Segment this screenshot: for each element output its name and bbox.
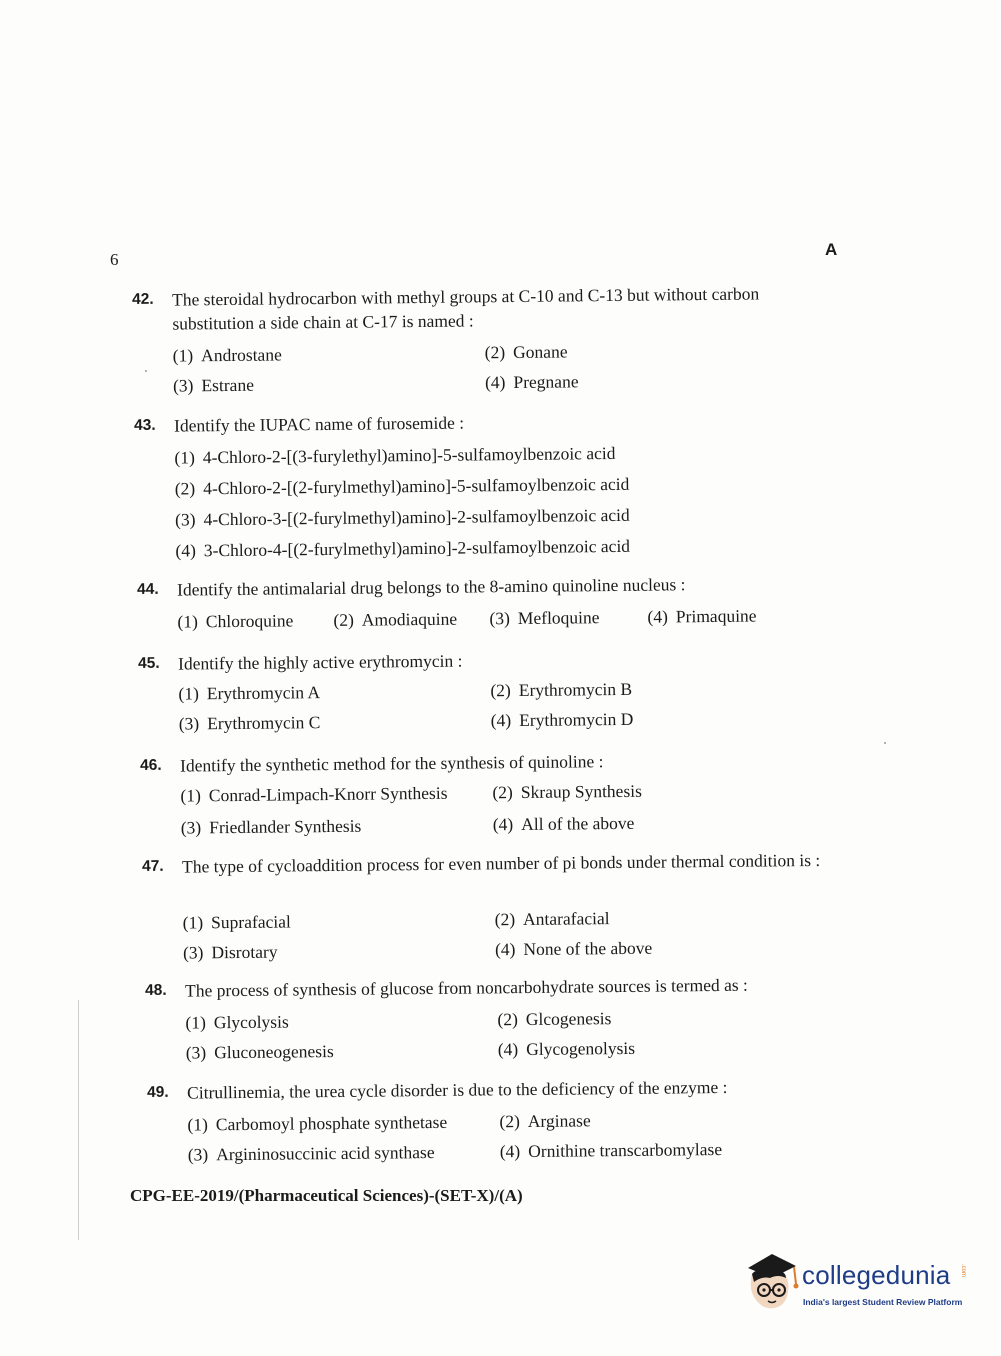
collegedunia-watermark — [742, 1250, 972, 1320]
question-number: 49. — [147, 1083, 169, 1101]
option-number: (2) — [492, 782, 513, 803]
question-stem: The process of synthesis of glucose from noncarbohydrate sources is termed as : — [185, 974, 748, 1001]
question-number: 45. — [138, 654, 160, 672]
option-number: (4) — [492, 814, 514, 835]
page-number: 6 — [110, 250, 119, 269]
option-number: (4) — [484, 372, 506, 393]
option-text: 3-Chloro-4-[(2-furylmethyl)amino]-2-sulfamoylbenzoic acid — [203, 535, 631, 561]
option-2 — [485, 339, 568, 364]
option-1 — [173, 342, 282, 367]
option-3 — [179, 710, 321, 735]
option-text: Glcogenesis — [525, 1008, 612, 1030]
option-text: Arginase — [527, 1110, 591, 1132]
option-1 — [177, 608, 293, 633]
option-number: (1) — [182, 912, 204, 933]
option-3 — [186, 1039, 334, 1065]
option-4 — [495, 936, 652, 962]
option-text: Ornithine transcarbomylase — [528, 1138, 723, 1162]
option-2 — [492, 779, 642, 805]
brand-suffix: .com — [960, 1264, 966, 1278]
scan-speck — [884, 742, 886, 744]
option-text: 4-Chloro-2-[(2-furylmethyl)amino]-5-sulfamoylbenzoic acid — [203, 473, 630, 499]
option-number: (4) — [494, 939, 516, 960]
option-4 — [175, 534, 630, 563]
mascot-icon — [742, 1250, 800, 1312]
option-3 — [188, 1140, 435, 1167]
option-number: (1) — [177, 611, 198, 632]
option-text: 4-Chloro-3-[(2-furylmethyl)amino]-2-sulfamoylbenzoic acid — [203, 504, 630, 530]
brand-tagline: India's largest Student Review Platform — [803, 1297, 963, 1307]
option-number: (2) — [494, 909, 516, 930]
option-number: (2) — [333, 609, 354, 630]
option-text: Conrad-Limpach-Knorr Synthesis — [208, 782, 448, 806]
option-text: 4-Chloro-2-[(3-furylethyl)amino]-5-sulfamoylbenzoic acid — [202, 442, 616, 468]
question-number: 43. — [134, 416, 156, 434]
option-2 — [495, 906, 610, 931]
scan-speck — [145, 370, 147, 372]
option-number: (1) — [185, 1012, 206, 1033]
question-number: 42. — [132, 290, 154, 308]
margin-scan-line — [78, 1000, 79, 1240]
option-4 — [485, 369, 579, 394]
option-text: Carbomoyl phosphate synthetase — [215, 1111, 448, 1135]
brand-name: collegedunia — [802, 1260, 951, 1290]
question-stem: Identify the IUPAC name of furosemide : — [174, 412, 465, 436]
option-number: (3) — [178, 713, 200, 734]
option-text: Erythromycin C — [207, 712, 321, 734]
option-2 — [490, 677, 632, 702]
option-number: (4) — [499, 1141, 521, 1162]
question-stem: Identify the antimalarial drug belongs to the 8-amino quinoline nucleus : — [177, 574, 686, 600]
option-text: Primaquine — [675, 605, 757, 627]
option-text: Skraup Synthesis — [520, 780, 642, 803]
option-number: (1) — [178, 683, 199, 704]
option-3 — [173, 373, 254, 398]
option-text: Amodiaquine — [361, 608, 458, 630]
option-text: Glycolysis — [213, 1011, 289, 1033]
question-stem: Citrullinemia, the urea cycle disorder is due to the deficiency of the enzyme : — [187, 1076, 728, 1103]
option-2 — [333, 607, 457, 632]
option-4 — [491, 707, 634, 732]
option-number: (3) — [489, 608, 510, 629]
option-text: Erythromycin B — [518, 678, 633, 701]
option-4 — [500, 1137, 723, 1163]
footer-exam-code: CPG-EE-2019/(Pharmaceutical Sciences)-(SET-X)/(A) — [130, 1186, 523, 1205]
option-number: (1) — [180, 785, 201, 806]
set-letter: A — [825, 240, 838, 259]
option-4 — [493, 811, 635, 836]
question-number: 44. — [137, 580, 159, 598]
option-number: (3) — [180, 817, 202, 838]
option-3 — [181, 814, 362, 840]
option-2 — [175, 472, 630, 501]
option-text: All of the above — [521, 812, 635, 835]
option-text: Argininosuccinic acid synthase — [216, 1141, 435, 1165]
option-text: Androstane — [201, 344, 282, 366]
option-number: (4) — [647, 606, 668, 627]
option-text: Antarafacial — [522, 908, 610, 930]
option-number: (1) — [174, 447, 195, 468]
option-text: Estrane — [201, 374, 255, 396]
option-number: (1) — [187, 1114, 208, 1135]
option-text: Mefloquine — [517, 607, 600, 629]
question-number: 48. — [145, 981, 167, 999]
option-text: Pregnane — [513, 371, 579, 393]
option-2 — [499, 1108, 591, 1133]
option-number: (3) — [182, 942, 204, 963]
option-number: (2) — [490, 680, 511, 701]
option-text: Disrotary — [211, 941, 278, 963]
option-text: Gonane — [512, 341, 568, 363]
option-3 — [183, 940, 278, 965]
question-stem: Identify the synthetic method for the synthesis of quinoline : — [180, 751, 604, 776]
option-1 — [187, 1110, 447, 1137]
option-1 — [183, 909, 291, 934]
option-text: Chloroquine — [205, 610, 294, 632]
option-text: Friedlander Synthesis — [209, 815, 362, 838]
option-number: (3) — [187, 1144, 209, 1165]
question-stem: The type of cycloaddition process for even number of pi bonds under thermal condition is : — [182, 849, 821, 877]
option-number: (1) — [172, 345, 194, 366]
option-text: Gluconeogenesis — [214, 1041, 334, 1063]
question-number: 46. — [140, 756, 162, 774]
option-number: (3) — [172, 375, 194, 396]
option-text: Suprafacial — [211, 911, 291, 933]
option-number: (3) — [175, 509, 196, 530]
option-text: Erythromycin D — [519, 708, 634, 731]
option-number: (2) — [497, 1009, 518, 1030]
option-3 — [175, 503, 630, 532]
option-1 — [178, 680, 320, 705]
option-number: (2) — [499, 1111, 520, 1132]
option-3 — [489, 605, 599, 630]
question-number: 47. — [142, 857, 164, 875]
option-number: (4) — [497, 1039, 519, 1060]
option-4 — [647, 604, 756, 629]
option-4 — [498, 1036, 636, 1061]
option-1 — [174, 441, 615, 470]
question-stem: The steroidal hydrocarbon with methyl groups at C-10 and C-13 but without carbon substitution a side chain at C-17 is named : — [172, 283, 760, 334]
option-number: (2) — [174, 478, 196, 499]
option-text: Glycogenolysis — [526, 1037, 636, 1060]
option-1 — [185, 1009, 289, 1034]
option-text: Erythromycin A — [206, 682, 321, 704]
option-number: (3) — [185, 1042, 207, 1063]
option-2 — [497, 1006, 611, 1031]
option-number: (4) — [490, 710, 512, 731]
option-text: None of the above — [523, 937, 653, 960]
option-1 — [180, 781, 447, 808]
question-stem: Identify the highly active erythromycin : — [178, 650, 463, 674]
option-number: (2) — [484, 342, 506, 363]
option-number: (4) — [175, 540, 196, 561]
